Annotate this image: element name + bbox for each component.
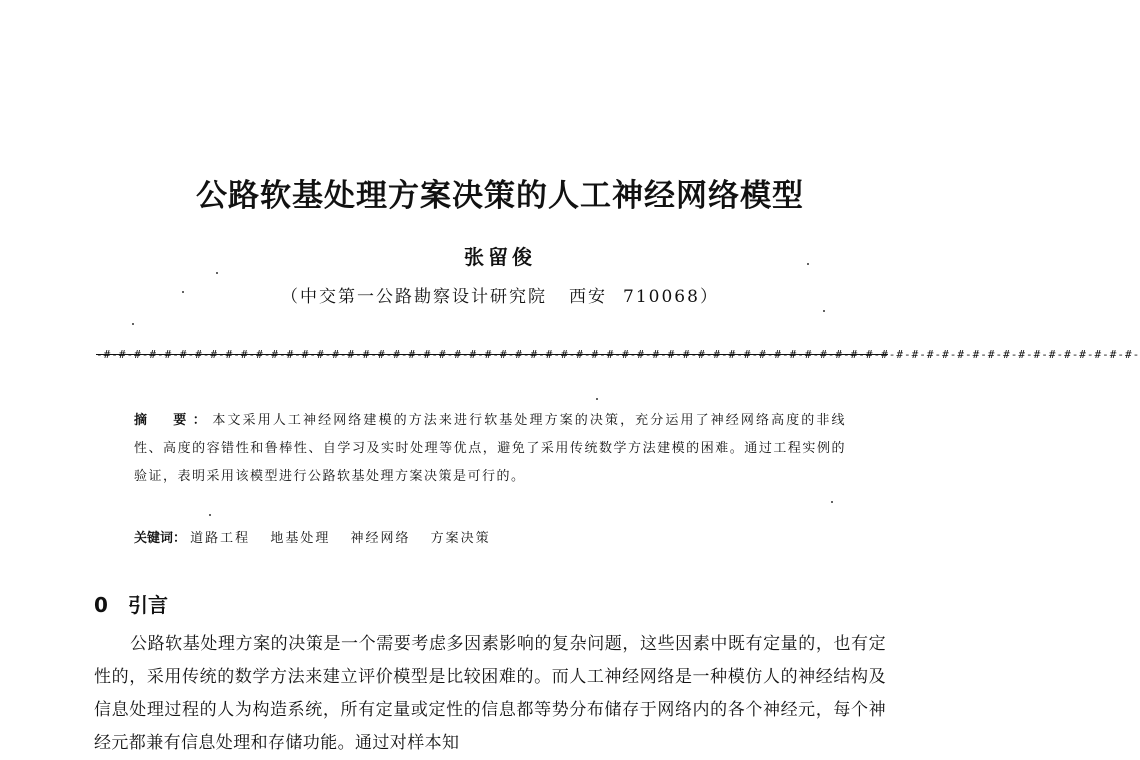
keyword-item: 方案决策 bbox=[430, 531, 491, 546]
abstract-text: 本文采用人工神经网络建模的方法来进行软基处理方案的决策，充分运用了神经网络高度的非线性、高度的容错性和鲁棒性、自学习及实时处理等优点，避免了采用传统数学方法建模的困难。通过工程实例的验证，表明采用该模型进行公路软基处理方案决策是可行的。 bbox=[134, 413, 846, 484]
section-number: 0 bbox=[94, 593, 108, 617]
keyword-item: 地基处理 bbox=[270, 531, 331, 546]
abstract-label: 摘 要： bbox=[134, 413, 213, 428]
scan-speck bbox=[823, 310, 825, 312]
section-title: 引言 bbox=[128, 593, 168, 617]
body-paragraph: 公路软基处理方案的决策是一个需要考虑多因素影响的复杂问题，这些因素中既有定量的，也有定性的，采用传统的数学方法来建立评价模型是比较困难的。而人工神经网络是一种模仿人的神经结构及信息处理过程的人为构造系统，所有定量或定性的信息都等势分布储存于网络内的各个神经元，每个神经元都兼有信息处理和存储功能。通过对样本知 bbox=[94, 634, 886, 753]
affiliation-close-paren: ） bbox=[699, 287, 719, 307]
scan-speck bbox=[596, 398, 598, 400]
scan-speck bbox=[216, 272, 218, 274]
section-heading bbox=[94, 590, 168, 620]
affiliation-city: 西安 bbox=[569, 287, 608, 307]
scan-speck bbox=[132, 323, 134, 325]
keywords-label: 关键词： bbox=[134, 531, 187, 546]
keywords bbox=[134, 525, 846, 553]
affiliation bbox=[0, 284, 1000, 310]
keyword-item: 神经网络 bbox=[350, 531, 411, 546]
keyword-item: 道路工程 bbox=[190, 531, 251, 546]
divider-ornament: -#-#-#-#-#-#-#-#-#-#-#-#-#-#-#-#-#-#-#-#-#-#-#-#-#-#-#-#-#-#-#-#-#-#-#-#-#-#-#-#-#-#-#-#-#-#-#-#-#-#-#-#-#-#-#-#-#-#-#-#-#-#-#-#-#-#-#-#- bbox=[96, 348, 1140, 361]
affiliation-postcode: 710068 bbox=[623, 287, 700, 307]
affiliation-institution: 中交第一公路勘察设计研究院 bbox=[300, 287, 548, 307]
affiliation-open-paren: （ bbox=[281, 287, 301, 307]
scan-speck bbox=[807, 263, 809, 265]
author-name: 张留俊 bbox=[464, 245, 536, 269]
scan-speck bbox=[209, 514, 211, 516]
scan-speck bbox=[831, 501, 833, 503]
paper-title: 公路软基处理方案决策的人工神经网络模型 bbox=[196, 178, 804, 214]
abstract bbox=[134, 407, 846, 491]
scan-speck bbox=[182, 291, 184, 293]
